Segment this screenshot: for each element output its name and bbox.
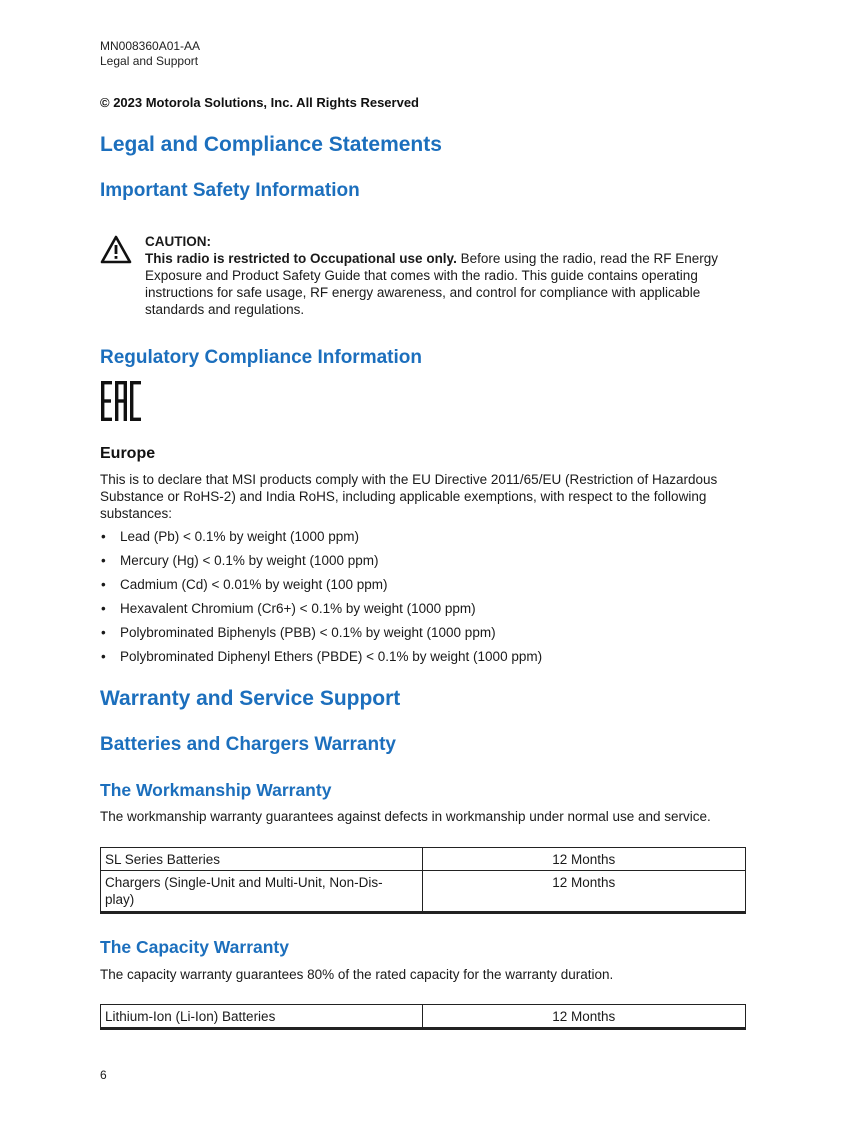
list-item: • Cadmium (Cd) < 0.01% by weight (100 ppm) (101, 577, 388, 592)
copyright-notice: © 2023 Motorola Solutions, Inc. All Rights Reserved (100, 95, 419, 110)
caution-text (145, 233, 745, 318)
warranty-title: Warranty and Service Support (100, 687, 401, 710)
workmanship-table (100, 847, 746, 914)
regulatory-title: Regulatory Compliance Information (100, 347, 422, 368)
workmanship-title: The Workmanship Warranty (100, 780, 332, 800)
substance-list (100, 528, 740, 672)
section-name: Legal and Support (100, 54, 199, 68)
caution-body: Before using the radio, read the RF Energy Exposure and Product Safety Guide that comes with the radio. This guide contains operating instructions for safe usage, RF energy awareness, and control for compliance with applicable standards and regulations. (145, 251, 718, 317)
table-cell-item: Lithium-Ion (Li-Ion) Batteries (101, 1005, 423, 1029)
list-item: • Mercury (Hg) < 0.1% by weight (1000 ppm) (101, 553, 379, 568)
page-number: 6 (100, 1068, 107, 1082)
table-row (101, 871, 746, 913)
caution-bold: This radio is restricted to Occupational use only. (145, 251, 457, 266)
table-cell-item: SL Series Batteries (101, 848, 423, 871)
capacity-text: The capacity warranty guarantees 80% of the rated capacity for the warranty duration. (100, 967, 614, 982)
capacity-title: The Capacity Warranty (100, 937, 289, 957)
list-item: • Lead (Pb) < 0.1% by weight (1000 ppm) (101, 529, 360, 544)
safety-title: Important Safety Information (100, 180, 360, 201)
workmanship-text: The workmanship warranty guarantees against defects in workmanship under normal use and service. (100, 809, 711, 824)
table-cell-item: Chargers (Single-Unit and Multi-Unit, Non-Dis- play) (101, 871, 423, 913)
batteries-warranty-title: Batteries and Chargers Warranty (100, 734, 397, 755)
list-item: • Polybrominated Biphenyls (PBB) < 0.1% by weight (1000 ppm) (101, 625, 496, 640)
list-item: • Hexavalent Chromium (Cr6+) < 0.1% by weight (1000 ppm) (101, 601, 476, 616)
europe-text: This is to declare that MSI products comply with the EU Directive 2011/65/EU (Restriction of Hazardous Substance or RoHS-2) and India RoHS, including applicable exemptions, with respect to the following substances: (100, 472, 718, 521)
table-cell-duration: 12 Months (422, 848, 746, 871)
legal-title: Legal and Compliance Statements (100, 133, 442, 156)
table-row (101, 848, 746, 871)
europe-title: Europe (100, 445, 156, 462)
caution-label: CAUTION: (145, 234, 211, 249)
eac-mark-icon (100, 380, 142, 422)
table-cell-duration: 12 Months (422, 871, 746, 913)
warning-triangle-icon (100, 235, 132, 265)
table-row (101, 1005, 746, 1029)
capacity-table (100, 1004, 746, 1030)
list-item: • Polybrominated Diphenyl Ethers (PBDE) < 0.1% by weight (1000 ppm) (101, 649, 543, 664)
table-cell-duration: 12 Months (422, 1005, 746, 1029)
doc-number: MN008360A01-AA (100, 39, 201, 53)
